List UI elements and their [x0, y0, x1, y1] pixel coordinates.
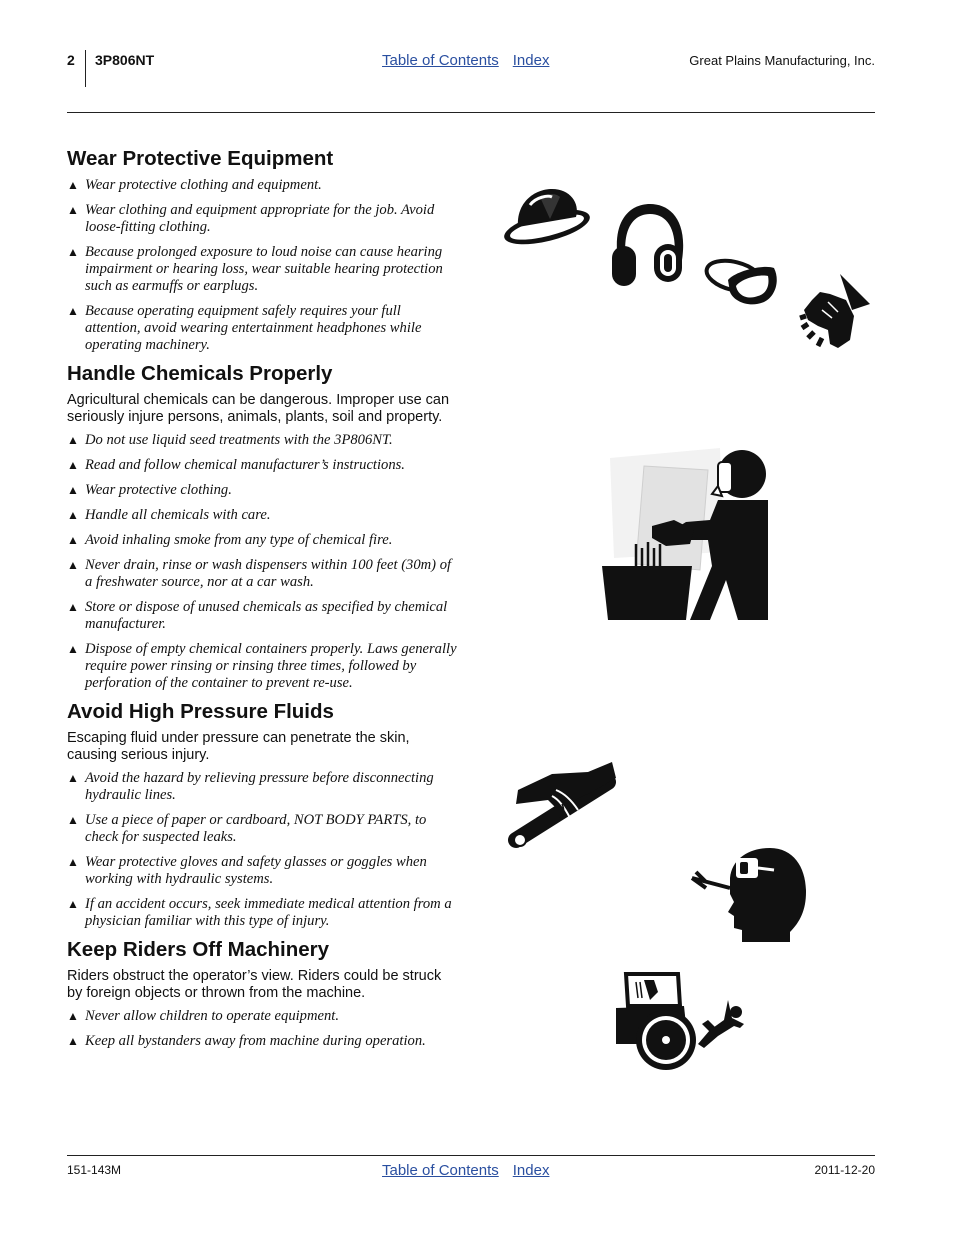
triangle-bullet-icon: ▲ [67, 813, 79, 827]
list-item: ▲ Never drain, rinse or wash dispensers within 100 feet (30m) of a freshwater source, nor at a car wash. [67, 557, 452, 590]
list-item: ▲ Because operating equipment safely requires your full attention, avoid wearing entertainment headphones while operating machinery. [67, 303, 422, 353]
section-intro: Agricultural chemicals can be dangerous. Improper use can seriously injure persons, animals, plants, soil and property. [67, 392, 450, 425]
triangle-bullet-icon: ▲ [67, 533, 79, 547]
section-intro: Riders obstruct the operator’s view. Riders could be struck by foreign objects or thrown from the machine. [67, 968, 442, 1001]
bullet-list [67, 432, 459, 692]
triangle-bullet-icon: ▲ [67, 855, 79, 869]
triangle-bullet-icon: ▲ [67, 600, 79, 614]
bullet-list [67, 1008, 459, 1050]
triangle-bullet-icon: ▲ [67, 1009, 79, 1023]
list-item: ▲ Store or dispose of unused chemicals as specified by chemical manufacturer. [67, 599, 448, 632]
triangle-bullet-icon: ▲ [67, 178, 79, 192]
document-date: 2011-12-20 [814, 1163, 875, 1177]
hard-hat-icon [500, 183, 596, 249]
list-item: ▲ Read and follow chemical manufacturer’s instructions. [67, 457, 405, 473]
goggles-icon [704, 254, 782, 312]
triangle-bullet-icon: ▲ [67, 433, 79, 447]
document-code: 151-143M [67, 1163, 122, 1177]
header-links [382, 52, 549, 69]
list-item: ▲ Wear protective clothing. [67, 482, 232, 498]
bullet-list [67, 177, 459, 354]
section-title: Handle Chemicals Properly [67, 362, 333, 385]
safety-glasses-face-icon [690, 848, 810, 942]
triangle-bullet-icon: ▲ [67, 897, 79, 911]
header-rule [67, 112, 875, 113]
section-protective-equipment [67, 147, 459, 354]
model-name: 3P806NT [95, 52, 155, 68]
section-intro: Escaping fluid under pressure can penetrate the skin, causing serious injury. [67, 730, 410, 763]
section-high-pressure [67, 700, 459, 930]
chemical-handling-icon [600, 448, 770, 622]
triangle-bullet-icon: ▲ [67, 771, 79, 785]
footer-index-link[interactable]: Index [512, 1162, 550, 1179]
header-index-link[interactable]: Index [512, 52, 550, 69]
bullet-list [67, 770, 459, 930]
company-name: Great Plains Manufacturing, Inc. [689, 53, 875, 68]
triangle-bullet-icon: ▲ [67, 483, 79, 497]
list-item: ▲ Never allow children to operate equipment. [67, 1008, 339, 1024]
section-chemicals [67, 362, 459, 692]
list-item: ▲ Dispose of empty chemical containers properly. Laws generally require power rinsing or rinsing three times, followed by perforation of the container to prevent re-use. [67, 641, 457, 691]
list-item: ▲ Handle all chemicals with care. [67, 507, 271, 523]
list-item: ▲ If an accident occurs, seek immediate medical attention from a physician familiar with this type of injury. [67, 896, 452, 929]
footer-rule [67, 1155, 875, 1156]
list-item: ▲ Do not use liquid seed treatments with the 3P806NT. [67, 432, 393, 448]
list-item: ▲ Keep all bystanders away from machine during operation. [67, 1033, 426, 1049]
footer-toc-link[interactable]: Table of Contents [382, 1162, 499, 1179]
footer-links [382, 1162, 549, 1179]
list-item: ▲ Because prolonged exposure to loud noise can cause hearing impairment or hearing loss, wear suitable hearing protection such as earmuffs or earplugs. [67, 244, 443, 294]
header-toc-link[interactable]: Table of Contents [382, 52, 499, 69]
list-item: ▲ Avoid the hazard by relieving pressure before disconnecting hydraulic lines. [67, 770, 434, 803]
triangle-bullet-icon: ▲ [67, 458, 79, 472]
section-title: Keep Riders Off Machinery [67, 938, 330, 961]
high-pressure-hose-icon [512, 760, 622, 850]
triangle-bullet-icon: ▲ [67, 508, 79, 522]
triangle-bullet-icon: ▲ [67, 304, 79, 318]
tractor-rider-icon [614, 970, 748, 1072]
list-item: ▲ Wear protective gloves and safety glasses or goggles when working with hydraulic systems. [67, 854, 427, 887]
triangle-bullet-icon: ▲ [67, 558, 79, 572]
section-riders [67, 938, 459, 1050]
header-divider [85, 50, 86, 87]
section-title: Wear Protective Equipment [67, 147, 334, 170]
triangle-bullet-icon: ▲ [67, 642, 79, 656]
list-item: ▲ Avoid inhaling smoke from any type of chemical fire. [67, 532, 393, 548]
earmuffs-icon [610, 200, 690, 292]
content-column [67, 147, 459, 1058]
gloves-icon [800, 270, 872, 350]
section-title: Avoid High Pressure Fluids [67, 700, 334, 723]
triangle-bullet-icon: ▲ [67, 203, 79, 217]
triangle-bullet-icon: ▲ [67, 1034, 79, 1048]
list-item: ▲ Use a piece of paper or cardboard, NOT BODY PARTS, to check for suspected leaks. [67, 812, 427, 845]
triangle-bullet-icon: ▲ [67, 245, 79, 259]
page-number: 2 [67, 52, 75, 68]
list-item: ▲ Wear clothing and equipment appropriate for the job. Avoid loose-fitting clothing. [67, 202, 435, 235]
list-item: ▲ Wear protective clothing and equipment. [67, 177, 322, 193]
